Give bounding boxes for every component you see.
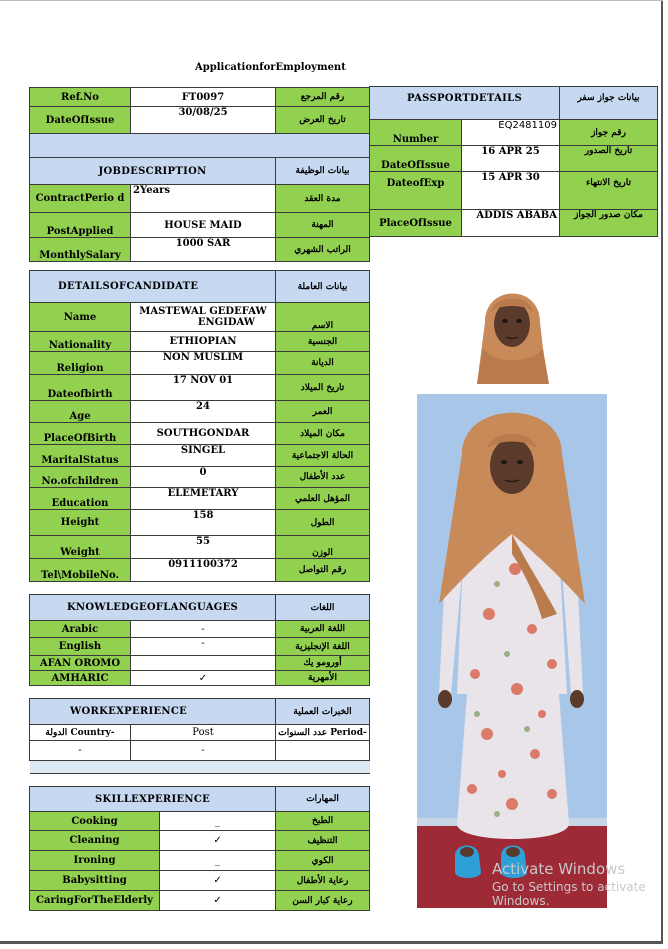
salary-value: 1000 SAR bbox=[131, 238, 276, 262]
ref-row bbox=[30, 88, 370, 107]
skill-elderly-label-ar: رعاية كبار السن bbox=[276, 891, 370, 911]
skill-cleaning-value: ✓ bbox=[160, 831, 276, 851]
dob-value: 17 NOV 01 bbox=[131, 375, 276, 401]
passport-issue-value: 16 APR 25 bbox=[462, 146, 560, 172]
lang-oromo-label-ar: أورومو يك bbox=[276, 656, 370, 671]
marital-row bbox=[30, 445, 370, 467]
spacer-row bbox=[30, 134, 370, 158]
name-line-1: MASTEWAL GEDEFAW bbox=[139, 306, 267, 317]
religion-label-ar: الديانة bbox=[276, 352, 370, 375]
gap-cell-2 bbox=[30, 582, 370, 595]
height-label-ar: الطول bbox=[276, 510, 370, 536]
candidate-header-row bbox=[30, 271, 370, 303]
birthplace-value: SOUTHGONDAR bbox=[131, 423, 276, 445]
children-label-ar: عدد الأطفال bbox=[276, 467, 370, 488]
post-label-ar: المهنة bbox=[276, 213, 370, 238]
education-row bbox=[30, 488, 370, 510]
lang-amharic-row bbox=[30, 671, 370, 686]
height-value: 158 bbox=[131, 510, 276, 536]
nationality-label: Nationality bbox=[30, 332, 131, 352]
passport-issue-label: DateOfIssue bbox=[370, 146, 462, 172]
work-country-value: - bbox=[30, 741, 131, 761]
issue-row bbox=[30, 107, 370, 134]
ref-label: Ref.No bbox=[30, 88, 131, 107]
marital-label: MaritalStatus bbox=[30, 445, 131, 467]
skill-babysitting-label-ar: رعاية الأطفال bbox=[276, 871, 370, 891]
skill-babysitting-row bbox=[30, 871, 370, 891]
religion-label: Religion bbox=[30, 352, 131, 375]
name-label: Name bbox=[30, 303, 131, 332]
watermark-line-2: Go to Settings to activate Windows. bbox=[492, 880, 646, 908]
contract-value: 2Years bbox=[131, 185, 276, 213]
gap-cell-4 bbox=[30, 761, 370, 774]
dob-label: Dateofbirth bbox=[30, 375, 131, 401]
job-header-ar: بيانات الوظيفة bbox=[276, 158, 370, 185]
languages-header: KNOWLEDGEOFLANGUAGES bbox=[30, 595, 276, 621]
post-row bbox=[30, 213, 370, 238]
job-header-row bbox=[30, 158, 370, 185]
issue-label-ar: تاريخ العرض bbox=[276, 107, 370, 134]
skill-babysitting-value: ✓ bbox=[160, 871, 276, 891]
birthplace-row bbox=[30, 423, 370, 445]
name-value bbox=[131, 303, 276, 332]
name-row bbox=[30, 303, 370, 332]
weight-label: Weight bbox=[30, 536, 131, 559]
work-data-row bbox=[30, 741, 370, 761]
skill-elderly-row bbox=[30, 891, 370, 911]
passport-number-label-ar: رقم جواز bbox=[560, 120, 658, 146]
languages-header-ar: اللغات bbox=[276, 595, 370, 621]
lang-oromo-label: AFAN OROMO bbox=[30, 656, 131, 671]
salary-row bbox=[30, 238, 370, 262]
candidate-header: DETAILSOFCANDIDATE bbox=[30, 271, 276, 303]
work-header-row bbox=[30, 699, 370, 725]
skill-elderly-label: CaringForTheElderly bbox=[30, 891, 160, 911]
salary-label-ar: الراتب الشهري bbox=[276, 238, 370, 262]
work-columns-row bbox=[30, 725, 370, 741]
religion-row bbox=[30, 352, 370, 375]
lang-english-label: English bbox=[30, 638, 131, 656]
passport-place-label: PlaceOfIssue bbox=[370, 210, 462, 237]
age-value: 24 bbox=[131, 401, 276, 423]
tel-label: Tel\MobileNo. bbox=[30, 559, 131, 582]
marital-value: SINGEL bbox=[131, 445, 276, 467]
lang-amharic-label-ar: الأمهرية bbox=[276, 671, 370, 686]
gap-row-2 bbox=[30, 582, 370, 595]
dob-label-ar: تاريخ الميلاد bbox=[276, 375, 370, 401]
passport-place-row bbox=[370, 210, 658, 237]
education-label: Education bbox=[30, 488, 131, 510]
candidate-header-ar: بيانات العاملة bbox=[276, 271, 370, 303]
skills-header-row bbox=[30, 787, 370, 812]
passport-number-label: Number bbox=[370, 120, 462, 146]
gap-row-3 bbox=[30, 686, 370, 699]
passport-number-row bbox=[370, 120, 658, 146]
ref-label-ar: رقم المرجع bbox=[276, 88, 370, 107]
lang-english-row bbox=[30, 638, 370, 656]
skill-cooking-value: _ bbox=[160, 812, 276, 831]
issue-label: DateOfIssue bbox=[30, 107, 131, 134]
height-row bbox=[30, 510, 370, 536]
weight-label-ar: الوزن bbox=[276, 536, 370, 559]
birthplace-label-ar: مكان الميلاد bbox=[276, 423, 370, 445]
passport-issue-row bbox=[370, 146, 658, 172]
skill-cooking-label-ar: الطبخ bbox=[276, 812, 370, 831]
tel-value: 0911100372 bbox=[131, 559, 276, 582]
passport-header-ar: بيانات جواز سفر bbox=[560, 87, 658, 120]
nationality-value: ETHIOPIAN bbox=[131, 332, 276, 352]
lang-amharic-label: AMHARIC bbox=[30, 671, 131, 686]
tel-row bbox=[30, 559, 370, 582]
full-body-illustration bbox=[417, 394, 607, 908]
portrait-photo bbox=[455, 264, 570, 384]
skill-cooking-label: Cooking bbox=[30, 812, 160, 831]
lang-arabic-value: - bbox=[131, 621, 276, 638]
dob-row bbox=[30, 375, 370, 401]
passport-number-value: EQ2481109 bbox=[462, 120, 560, 146]
lang-amharic-value: ✓ bbox=[131, 671, 276, 686]
tel-label-ar: رقم التواصل bbox=[276, 559, 370, 582]
work-post-value: - bbox=[131, 741, 276, 761]
passport-exp-value: 15 APR 30 bbox=[462, 172, 560, 210]
languages-header-row bbox=[30, 595, 370, 621]
gap-cell-1 bbox=[30, 262, 370, 271]
passport-header: PASSPORTDETAILS bbox=[370, 87, 560, 120]
passport-exp-label-ar: تاريخ الانتهاء bbox=[560, 172, 658, 210]
gap-row-4 bbox=[30, 761, 370, 774]
religion-value: NON MUSLIM bbox=[131, 352, 276, 375]
nationality-label-ar: الجنسية bbox=[276, 332, 370, 352]
passport-place-value: ADDIS ABABA bbox=[462, 210, 560, 237]
watermark-line-1: Activate Windows bbox=[492, 860, 626, 878]
work-col-period: عدد السنوات Period- bbox=[276, 725, 370, 741]
lang-english-value: - bbox=[131, 638, 276, 656]
children-value: 0 bbox=[131, 467, 276, 488]
windows-activation-watermark bbox=[492, 860, 668, 908]
post-label: PostApplied bbox=[30, 213, 131, 238]
gap-row-1 bbox=[30, 262, 370, 271]
name-label-ar: الاسم bbox=[276, 303, 370, 332]
skill-ironing-label-ar: الكوي bbox=[276, 851, 370, 871]
full-body-photo bbox=[417, 394, 607, 908]
weight-value: 55 bbox=[131, 536, 276, 559]
portrait-illustration bbox=[455, 264, 570, 384]
skill-ironing-row bbox=[30, 851, 370, 871]
skill-elderly-value: ✓ bbox=[160, 891, 276, 911]
age-row bbox=[30, 401, 370, 423]
salary-label: MonthlySalary bbox=[30, 238, 131, 262]
lang-arabic-label-ar: اللغة العربية bbox=[276, 621, 370, 638]
issue-value: 30/08/25 bbox=[131, 107, 276, 134]
skill-ironing-label: Ironing bbox=[30, 851, 160, 871]
ref-value: FT0097 bbox=[131, 88, 276, 107]
passport-exp-label: DateofExp bbox=[370, 172, 462, 210]
children-row bbox=[30, 467, 370, 488]
skill-cleaning-label: Cleaning bbox=[30, 831, 160, 851]
lang-oromo-row bbox=[30, 656, 370, 671]
education-value: ELEMETARY bbox=[131, 488, 276, 510]
spacer-cell bbox=[30, 134, 370, 158]
passport-place-label-ar: مكان صدور الجواز bbox=[560, 210, 658, 237]
passport-header-row bbox=[370, 87, 658, 120]
age-label: Age bbox=[30, 401, 131, 423]
contract-label-ar: مدة العقد bbox=[276, 185, 370, 213]
work-col-country: الدولة Country- bbox=[30, 725, 131, 741]
page-top-line bbox=[0, 0, 663, 1]
skills-table bbox=[29, 786, 370, 911]
skill-babysitting-label: Babysitting bbox=[30, 871, 160, 891]
lang-arabic-label: Arabic bbox=[30, 621, 131, 638]
nationality-row bbox=[30, 332, 370, 352]
work-header-ar: الخبرات العملية bbox=[276, 699, 370, 725]
name-line-2: ENGIDAW bbox=[197, 317, 255, 328]
skills-header: SKILLEXPERIENCE bbox=[30, 787, 276, 812]
height-label: Height bbox=[30, 510, 131, 536]
contract-row bbox=[30, 185, 370, 213]
gap-cell-3 bbox=[30, 686, 370, 699]
work-header: WORKEXPERIENCE bbox=[30, 699, 276, 725]
lang-english-label-ar: اللغة الإنجليزية bbox=[276, 638, 370, 656]
weight-row bbox=[30, 536, 370, 559]
work-period-value bbox=[276, 741, 370, 761]
passport-issue-label-ar: تاريخ الصدور bbox=[560, 146, 658, 172]
application-form-table bbox=[29, 87, 370, 774]
document-title: ApplicationforEmployment bbox=[195, 62, 346, 73]
passport-exp-row bbox=[370, 172, 658, 210]
skill-ironing-value: _ bbox=[160, 851, 276, 871]
skill-cleaning-row bbox=[30, 831, 370, 851]
marital-label-ar: الحالة الاجتماعية bbox=[276, 445, 370, 467]
lang-arabic-row bbox=[30, 621, 370, 638]
skills-header-ar: المهارات bbox=[276, 787, 370, 812]
education-label-ar: المؤهل العلمي bbox=[276, 488, 370, 510]
passport-table bbox=[369, 86, 658, 237]
lang-oromo-value bbox=[131, 656, 276, 671]
post-value: HOUSE MAID bbox=[131, 213, 276, 238]
birthplace-label: PlaceOfBirth bbox=[30, 423, 131, 445]
job-header: JOBDESCRIPTION bbox=[30, 158, 276, 185]
work-col-post: Post bbox=[131, 725, 276, 741]
contract-label: ContractPerio d bbox=[30, 185, 131, 213]
skill-cleaning-label-ar: التنظيف bbox=[276, 831, 370, 851]
age-label-ar: العمر bbox=[276, 401, 370, 423]
skill-cooking-row bbox=[30, 812, 370, 831]
children-label: No.ofchildren bbox=[30, 467, 131, 488]
